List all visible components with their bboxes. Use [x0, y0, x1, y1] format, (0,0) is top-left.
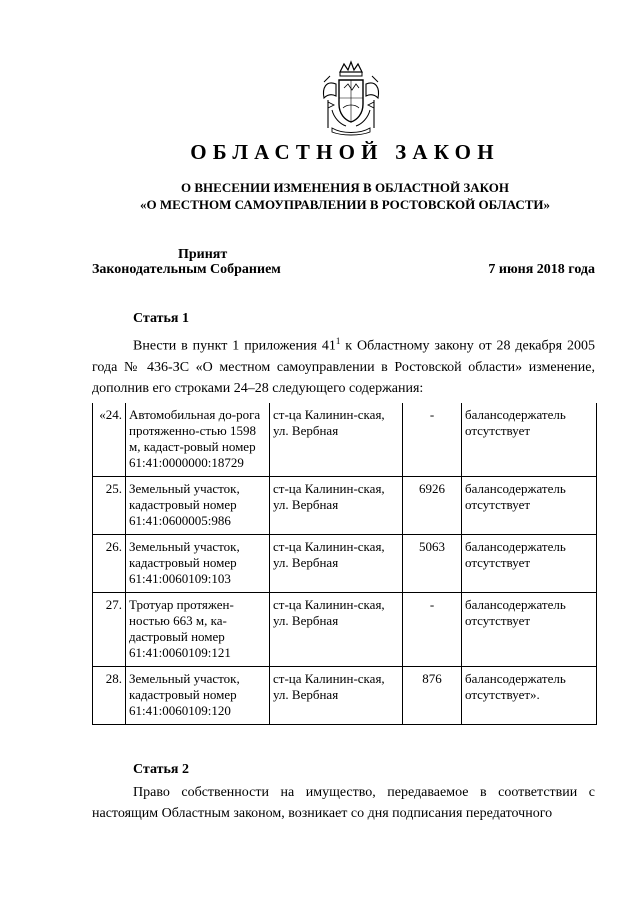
row-number: 27.	[93, 593, 126, 667]
law-subtitle-line-1: О ВНЕСЕНИИ ИЗМЕНЕНИЯ В ОБЛАСТНОЙ ЗАКОН	[181, 180, 509, 195]
object-description: Земельный участок, кадастровый номер 61:41:0060109:120	[126, 667, 270, 725]
balance-holder: балансодержатель отсутствует	[462, 535, 597, 593]
object-description: Земельный участок, кадастровый номер 61:41:0060109:103	[126, 535, 270, 593]
adopted-by: Законодательным Собранием	[92, 262, 281, 277]
article-2-heading: Статья 2	[133, 762, 189, 777]
row-number: 25.	[93, 477, 126, 535]
object-area: 6926	[403, 477, 462, 535]
balance-holder: балансодержатель отсутствует	[462, 477, 597, 535]
object-area: -	[403, 593, 462, 667]
adopted-label: Принят	[178, 247, 228, 262]
object-area: 876	[403, 667, 462, 725]
article-1-superscript: 1	[335, 336, 341, 346]
object-description: Земельный участок, кадастровый номер 61:41:0600005:986	[126, 477, 270, 535]
article-1-text-end: к Областному закону от 28 декабря 2005 года № 436-ЗС «О местном самоуправлении в Ростовской области» изменение, дополнив его строками 24–28 следующего содержания:	[92, 338, 595, 396]
article-1-text-start: Внести в пункт 1 приложения 41	[133, 338, 336, 354]
object-address: ст-ца Калинин-ская, ул. Вербная	[270, 593, 403, 667]
table-row	[93, 535, 597, 593]
object-address: ст-ца Калинин-ская, ул. Вербная	[270, 477, 403, 535]
law-subtitle-line-2: «О МЕСТНОМ САМОУПРАВЛЕНИИ В РОСТОВСКОЙ ОБЛАСТИ»	[140, 197, 550, 212]
article-1-text	[92, 331, 595, 399]
balance-holder: балансодержатель отсутствует».	[462, 667, 597, 725]
row-number: 26.	[93, 535, 126, 593]
object-area: 5063	[403, 535, 462, 593]
table-row	[93, 667, 597, 725]
row-number: «24.	[93, 403, 126, 477]
object-description: Тротуар протяжен-ностью 663 м, ка-дастровый номер 61:41:0060109:121	[126, 593, 270, 667]
coat-of-arms-icon	[318, 58, 384, 136]
adoption-date: 7 июня 2018 года	[488, 262, 595, 277]
table-row	[93, 403, 597, 477]
object-address: ст-ца Калинин-ская, ул. Вербная	[270, 535, 403, 593]
table-row	[93, 477, 597, 535]
balance-holder: балансодержатель отсутствует	[462, 403, 597, 477]
property-table	[92, 403, 597, 725]
balance-holder: балансодержатель отсутствует	[462, 593, 597, 667]
object-address: ст-ца Калинин-ская, ул. Вербная	[270, 403, 403, 477]
object-area: -	[403, 403, 462, 477]
row-number: 28.	[93, 667, 126, 725]
object-description: Автомобильная до-рога протяженно-стью 1598 м, кадаст-ровый номер 61:41:0000000:18729	[126, 403, 270, 477]
table-row	[93, 593, 597, 667]
object-address: ст-ца Калинин-ская, ул. Вербная	[270, 667, 403, 725]
article-1-heading: Статья 1	[133, 311, 189, 326]
law-title: ОБЛАСТНОЙ ЗАКОН	[190, 140, 500, 164]
article-2-text: Право собственности на имущество, передаваемое в соответствии с настоящим Областным законом, возникает со дня подписания передаточного	[92, 785, 595, 821]
